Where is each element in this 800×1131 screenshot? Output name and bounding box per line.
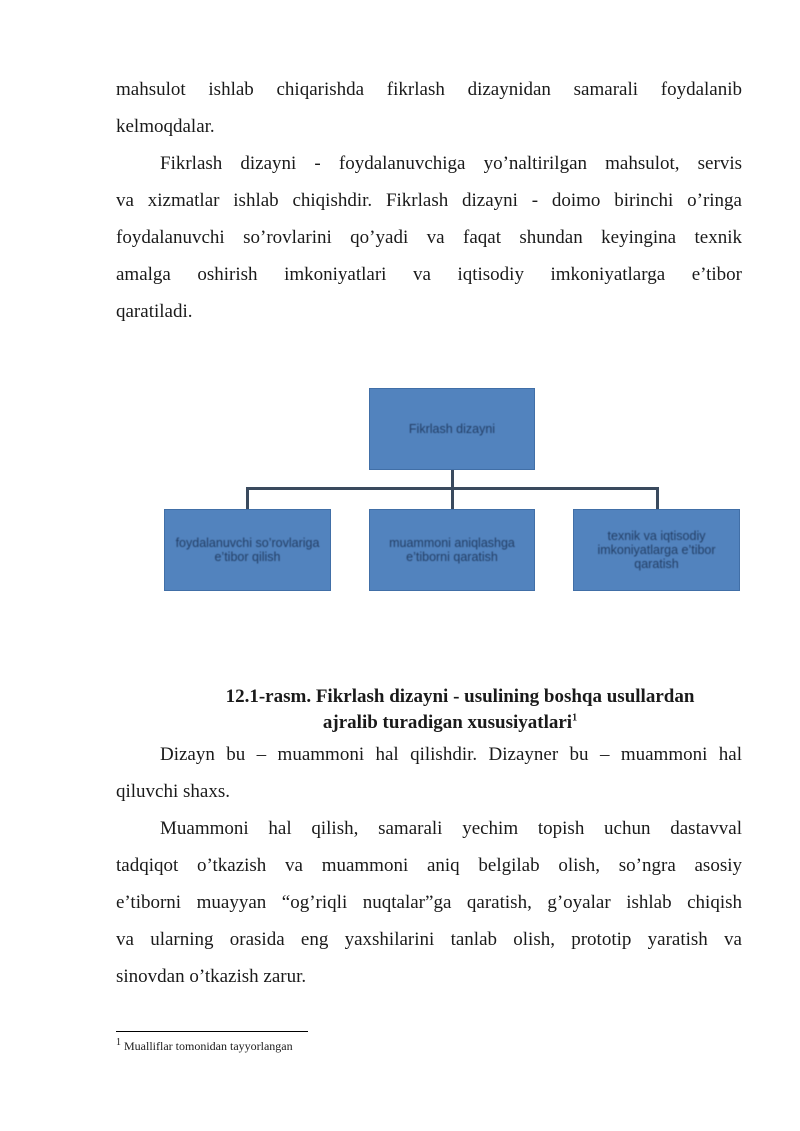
paragraph-4-line-2: tadqiqot o’tkazish va muammoni aniq belgilab olish, so’ngra asosiy — [116, 855, 742, 876]
figure-caption-line-2: ajralib turadigan xususiyatlari — [322, 712, 573, 733]
paragraph-2-line-5: qaratiladi. — [116, 301, 193, 322]
paragraph-4-line-3: e’tiborni muayyan “og’riqli nuqtalar”ga qaratish, g’oyalar ishlab chiqish — [116, 892, 742, 913]
diagram-root-label: Fikrlash dizayni — [408, 422, 496, 436]
paragraph-2-line-3: foydalanuvchi so’rovlarini qo’yadi va faqat shundan keyingina texnik — [116, 227, 742, 248]
diagram-root-box — [369, 388, 535, 470]
diagram-child-label-3: texnik va iqtisodiy imkoniyatlarga e’tibor qaratish — [597, 529, 716, 571]
paragraph-3-line-1: Dizayn bu – muammoni hal qilishdir. Dizayner bu – muammoni hal — [160, 744, 742, 765]
connector-right-drop — [656, 487, 659, 509]
connector-middle-drop — [451, 487, 454, 509]
paragraph-4-line-5: sinovdan o’tkazish zarur. — [116, 966, 307, 987]
diagram-child-box-1 — [164, 509, 331, 591]
caption-footnote-mark: 1 — [572, 712, 578, 724]
footnote-mark: 1 — [116, 1037, 121, 1048]
paragraph-4-line-4: va ularning orasida eng yaxshilarini tanlab olish, prototip yaratish va — [116, 929, 742, 950]
paragraph-2-line-4: amalga oshirish imkoniyatlari va iqtisodiy imkoniyatlarga e’tibor — [116, 264, 742, 285]
paragraph-4-line-1: Muammoni hal qilish, samarali yechim topish uchun dastavval — [160, 818, 742, 839]
paragraph-1-line-2: kelmoqdalar. — [116, 116, 215, 137]
footnote-separator — [116, 1031, 308, 1032]
connector-left-drop — [246, 487, 249, 509]
diagram-child-box-2 — [369, 509, 535, 591]
paragraph-3 — [116, 736, 742, 810]
figure-caption-2 — [250, 710, 650, 736]
paragraph-3-line-2: qiluvchi shaxs. — [116, 781, 230, 802]
paragraph-2 — [116, 145, 742, 330]
footnote — [116, 1038, 293, 1054]
diagram-child-label-2: muammoni aniqlashga e’tiborni qaratish — [389, 536, 515, 564]
paragraph-1 — [116, 71, 742, 145]
paragraph-1-line-1: mahsulot ishlab chiqarishda fikrlash dizaynidan samarali foydalanib — [116, 79, 742, 100]
paragraph-2-line-1: Fikrlash dizayni - foydalanuvchiga yo’naltirilgan mahsulot, servis — [160, 153, 742, 174]
footnote-text: Mualliflar tomonidan tayyorlangan — [124, 1039, 293, 1053]
figure-caption-line-1: 12.1-rasm. Fikrlash dizayni - usulining boshqa usullardan — [225, 686, 695, 707]
paragraph-2-line-2: va xizmatlar ishlab chiqishdir. Fikrlash dizayni - doimo birinchi o’ringa — [116, 190, 742, 211]
figure-caption — [160, 684, 760, 710]
paragraph-4 — [116, 810, 742, 995]
diagram-child-label-1: foydalanuvchi so’rovlariga e’tibor qilish — [175, 536, 320, 564]
diagram-child-box-3 — [573, 509, 740, 591]
